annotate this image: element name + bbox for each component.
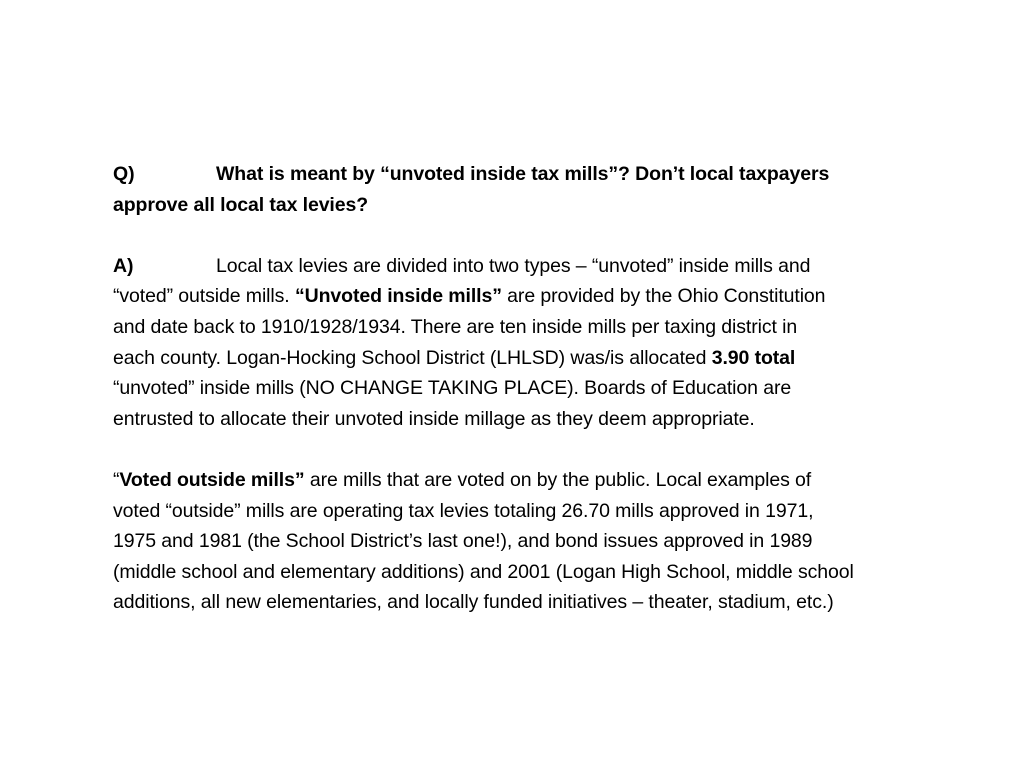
- voted-outside-mills-term: Voted outside mills”: [119, 468, 305, 491]
- unvoted-inside-mills-term: “Unvoted inside mills”: [294, 285, 502, 308]
- voted-line-5: additions, all new elementaries, and locally funded initiatives – theater, stadium, etc.): [113, 591, 834, 614]
- answer-text-2a: “voted” outside mills.: [113, 285, 295, 308]
- answer-text-4a: each county. Logan-Hocking School District (LHLSD) was/is allocated: [113, 346, 712, 369]
- question-label: Q): [113, 163, 135, 185]
- spacer: [113, 220, 1013, 251]
- answer-line-3: and date back to 1910/1928/1934. There are ten inside mills per taxing district in: [113, 315, 798, 338]
- answer-text-2c: are provided by the Ohio Constitution: [501, 285, 826, 308]
- answer-line-5: “unvoted” inside mills (NO CHANGE TAKING PLACE). Boards of Education are: [113, 377, 792, 400]
- question-line-2: approve all local tax levies?: [113, 193, 369, 216]
- answer-line-4: [113, 343, 1013, 374]
- answer-line-1: [113, 251, 1013, 282]
- answer-text-1: Local tax levies are divided into two types – “unvoted” inside mills and: [216, 254, 811, 277]
- voted-text-1c: are mills that are voted on by the public. Local examples of: [304, 468, 812, 491]
- voted-line-2: voted “outside” mills are operating tax levies totaling 26.70 mills approved in 1971,: [113, 499, 814, 522]
- spacer: [113, 434, 1013, 465]
- voted-line-1: [113, 465, 1013, 496]
- open-quote: “: [113, 468, 120, 491]
- voted-line-3: 1975 and 1981 (the School District’s last one!), and bond issues approved in 1989: [113, 530, 813, 553]
- answer-line-6: entrusted to allocate their unvoted inside millage as they deem appropriate.: [113, 407, 755, 430]
- qa-text-block: [113, 159, 1013, 618]
- answer-label: A): [113, 254, 134, 277]
- allocated-total-value: 3.90 total: [711, 346, 796, 369]
- voted-line-4: (middle school and elementary additions) and 2001 (Logan High School, middle school: [113, 560, 854, 583]
- question-line-1: [113, 159, 1013, 190]
- question-text-1: What is meant by “unvoted inside tax mills”? Don’t local taxpayers: [216, 163, 830, 185]
- answer-line-2: [113, 281, 1013, 312]
